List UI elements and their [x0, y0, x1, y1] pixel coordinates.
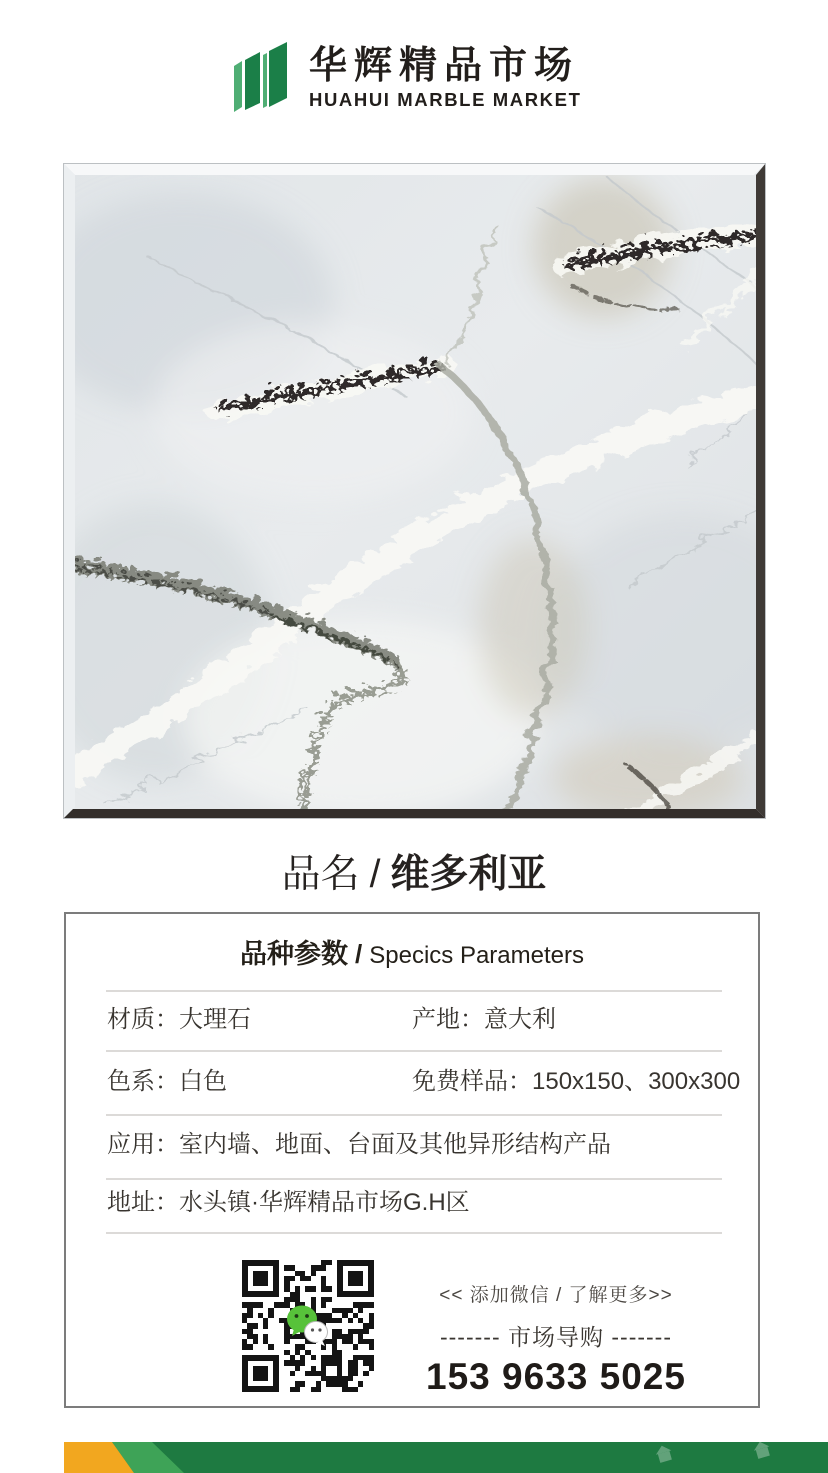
- spec-row-material-origin: [66, 1003, 758, 1037]
- product-name-line: [0, 843, 828, 899]
- qr-code: [242, 1260, 374, 1392]
- qr-finder-icon: [242, 1355, 279, 1392]
- spec-row-application: [66, 1128, 758, 1162]
- product-name-slash: /: [369, 853, 381, 896]
- spec-value: 室内墙、地面、台面及其他异形结构产品: [179, 1131, 611, 1158]
- spec-value: 水头镇·华辉精品市场G.H区: [179, 1189, 470, 1216]
- spec-label: 地址：: [107, 1189, 179, 1216]
- spec-row-color-samples: [66, 1065, 758, 1099]
- separator: [106, 1232, 722, 1234]
- phone-number: 153 9633 5025: [426, 1356, 686, 1397]
- product-name: 维多利亚: [390, 853, 547, 896]
- spec-value: 白色: [179, 1068, 227, 1095]
- brand-title-en: HUAHUI MARBLE MARKET: [309, 89, 582, 111]
- brand-text: [309, 44, 582, 112]
- spec-value: 150x150、300x300: [532, 1068, 741, 1095]
- huahui-logo-icon: [233, 38, 293, 120]
- market-guide-label: ------- 市场导购 -------: [439, 1324, 672, 1350]
- brand-header: [0, 38, 828, 138]
- separator: [106, 1050, 722, 1052]
- specs-panel: [64, 912, 760, 1408]
- product-name-prefix: 品名: [281, 853, 360, 896]
- spec-value: 意大利: [484, 1006, 556, 1033]
- qr-finder-icon: [242, 1260, 279, 1297]
- qr-finder-icon: [337, 1260, 374, 1297]
- specs-title-zh: 品种参数: [240, 939, 348, 969]
- spec-row-address: [66, 1186, 758, 1220]
- specs-title: [66, 932, 758, 971]
- brand-title-zh: 华辉精品市场: [309, 44, 580, 87]
- contact-block: [376, 1266, 736, 1398]
- specs-title-en: Specics Parameters: [369, 942, 584, 969]
- wechat-hint-text: << 添加微信 / 了解更多>>: [439, 1285, 673, 1306]
- specs-title-slash: /: [355, 939, 363, 969]
- spec-label: 色系：: [107, 1068, 179, 1095]
- spec-label: 材质：: [107, 1006, 179, 1033]
- spec-label: 免费样品：: [412, 1068, 532, 1095]
- separator: [106, 1114, 722, 1116]
- spec-value: 大理石: [179, 1006, 251, 1033]
- separator: [106, 1178, 722, 1180]
- marble-slab-photo: [63, 163, 766, 819]
- wechat-icon: [284, 1302, 332, 1348]
- spec-label: 应用：: [107, 1131, 179, 1158]
- footer-color-band: [64, 1442, 828, 1473]
- spec-label: 产地：: [412, 1006, 484, 1033]
- separator: [106, 990, 722, 992]
